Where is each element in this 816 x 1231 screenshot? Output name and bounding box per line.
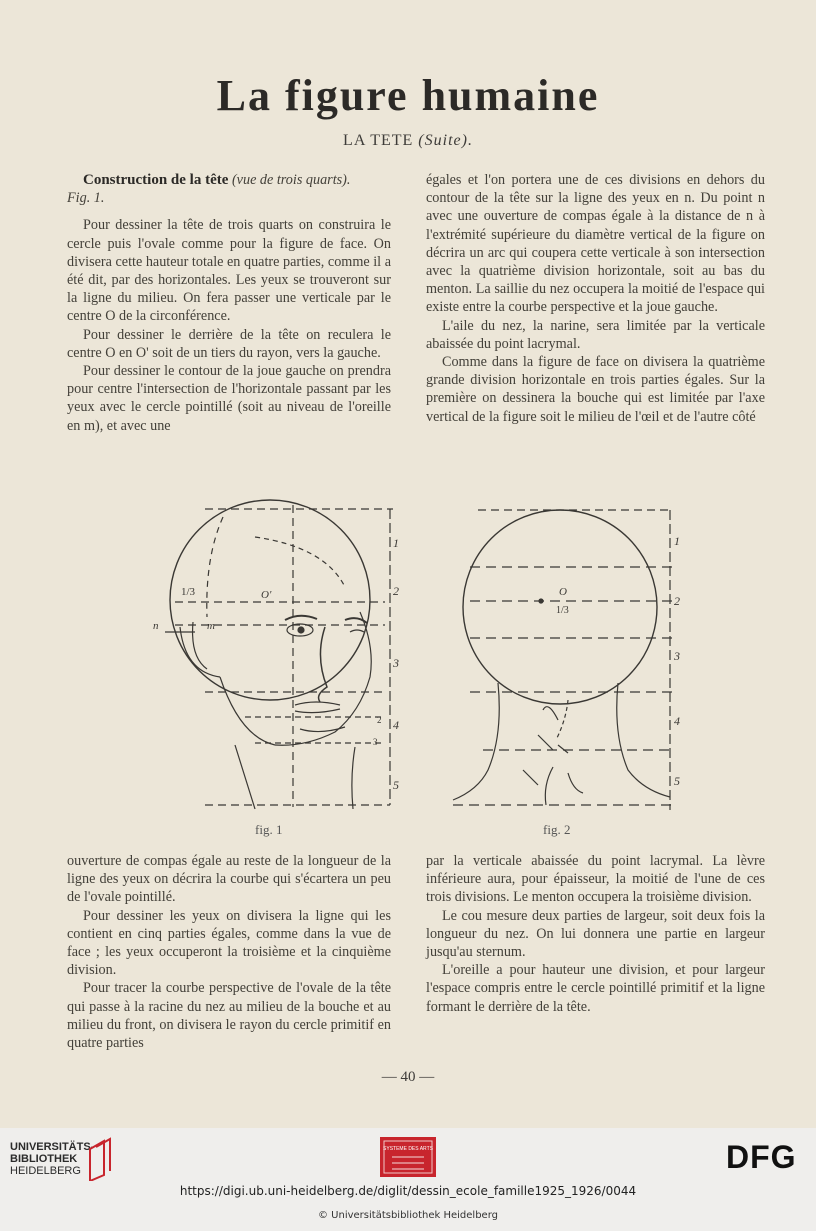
fig1-label-2: 2 [393,584,399,598]
paragraph: Pour dessiner les yeux on divisera la ligne qui les contient en cinq parties égales, comme dans la vue de face ; les yeux occuperont la troisième et la cinquième division. [67,907,391,979]
paragraph: égales et l'on portera une de ces divisions en dehors du contour de la tête sur la ligne des yeux en n. Du point n avec une ouverture de compas égale à la distance de n à l'extrémité supérieure du diamètre vertical de la figure on décrira un arc qui coupera cette verticale à son intersection avec la quatrième division horizontale, soit au bas du menton. La saillie du nez occupera la moitié de l'espace qui existe entre la courbe perspective et la joue gauche. [426,172,765,316]
dfg-logo[interactable]: DFG [726,1139,797,1175]
section-heading-title: Construction de la tête [83,172,229,188]
column-top-left [67,171,391,435]
section-heading-fig: Fig. 1. [67,190,105,207]
red-logo-text: SYSTEME DES ARTS [383,1146,433,1152]
subtitle-suite: (Suite). [418,132,473,149]
fig1-label-third: 1/3 [181,586,196,598]
column-bottom-left [67,852,391,1052]
fig2-label-o: O [559,586,567,598]
paragraph: Pour dessiner la tête de trois quarts on construira le cercle puis l'ovale comme pour la figure de face. On divisera cette hauteur totale en quatre parties, comme il a été dit, par des horizontales. Les yeux se trouveront sur la ligne du milieu. On fera passer une verticale par le centre O de la circonférence. [67,217,391,325]
library-emblem-icon [10,1137,114,1181]
paragraph: par la verticale abaissée du point lacrymal. La lèvre inférieure aura, pour épaisseur, la moitié de l'une de ces trois divisions. Le menton occupera la troisième division. [426,853,765,906]
fig1-label-1: 1 [393,536,399,550]
figure-2-head-front [448,505,693,820]
column-bottom-right [426,852,765,1016]
page-number: — 40 — [381,1069,435,1085]
fig1-label-3: 3 [393,656,399,670]
figure-1-head-three-quarter [145,497,420,815]
paragraph: ouverture de compas égale au reste de la longueur de la ligne des yeux on décrira la courbe qui s'écartera un peu de l'ovale pointillé. [67,853,391,906]
paragraph: Le cou mesure deux parties de largeur, soit deux fois la longueur du nez. On lui donnera une partie en largeur jusqu'au sternum. [426,907,765,961]
library-name-line3: HEIDELBERG [10,1165,81,1177]
fig2-label-2: 2 [674,594,680,608]
paragraph: Pour dessiner le contour de la joue gauche on prendra pour centre l'intersection de l'horizontale passant par les yeux avec le cercle pointillé (soit au niveau de l'oreille en m), et avec une [67,363,391,434]
paragraph: Pour tracer la courbe perspective de l'ovale de la tête qui passe à la racine du nez au milieu de la bouche et au milieu du front, on divisera le rayon du cercle primitif en quatre parties [67,980,391,1052]
section-heading [67,171,391,207]
subtitle-main: LA TETE [343,132,414,149]
red-emblem-logo[interactable] [380,1137,436,1177]
fig2-label-5: 5 [674,774,680,788]
fig2-label-third: 1/3 [556,605,569,616]
library-name-line1: UNIVERSITÄTS- [10,1141,95,1153]
page-title: La figure humaine [216,71,600,120]
fig1-label-sub2: 2 [377,715,382,725]
fig1-label-4: 4 [393,718,399,732]
paragraph: L'oreille a pour hauteur une division, et pour largeur l'espace compris entre le cercle pointillé primitif et la ligne formant le derrière de la tête. [426,962,765,1015]
paragraph: L'aile du nez, la narine, sera limitée par la verticale abaissée du point lacrymal. [426,317,765,352]
library-name-line2: BIBLIOTHEK [10,1153,78,1165]
paragraph: Pour dessiner le derrière de la tête on reculera le centre O en O' soit de un tiers du rayon, vers la gauche. [67,326,391,361]
fig1-label-m: m [207,620,215,632]
permalink-url[interactable]: https://digi.ub.uni-heidelberg.de/diglit/dessin_ecole_famille1925_1926/0044 [179,1184,637,1198]
copyright-notice: © Universitätsbibliothek Heidelberg [317,1210,498,1221]
fig1-label-n: n [153,620,159,632]
subtitle [0,132,816,150]
figure-1-caption: fig. 1 [255,822,283,837]
column-top-right [426,171,765,426]
paragraph: Comme dans la figure de face on divisera la quatrième grande division horizontale en trois parties égales. Sur la première on dessinera la bouche qui est limitée par l'axe vertical de la figure soit le milieu de l'œil et de l'autre côté [426,354,765,425]
fig1-label-o: O' [261,589,272,601]
fig1-label-sub3: 3 [373,737,378,747]
fig1-label-5: 5 [393,778,399,792]
figure-2-caption: fig. 2 [543,822,571,837]
fig2-label-3: 3 [674,649,680,663]
section-heading-view: (vue de trois quarts). [231,172,351,188]
fig2-label-4: 4 [674,714,680,728]
fig2-label-1: 1 [674,534,680,548]
